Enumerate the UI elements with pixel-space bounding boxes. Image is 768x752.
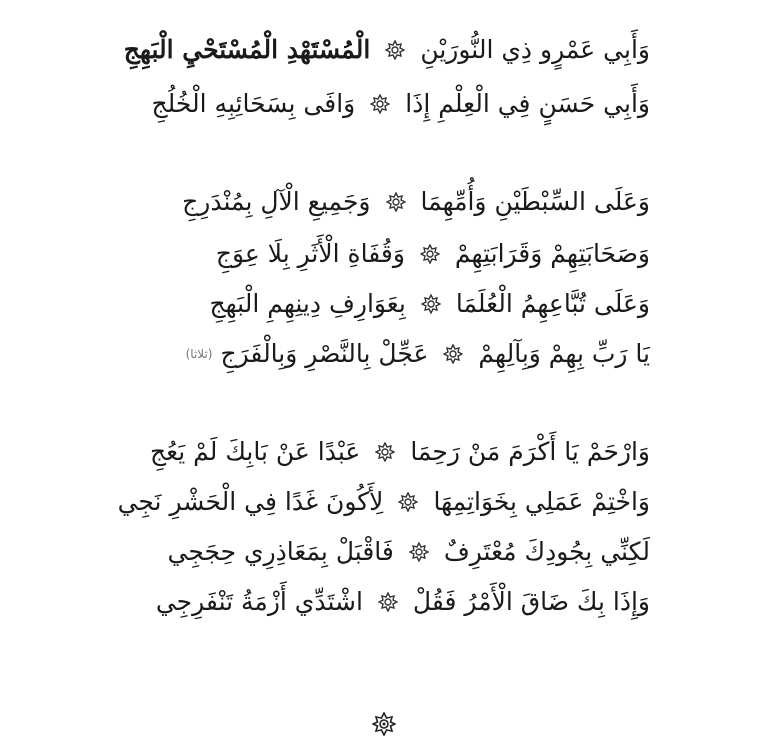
verse-5 <box>110 284 650 324</box>
flower-separator-icon <box>408 541 430 563</box>
hemistich-right: لَكِنِّي بِجُودِكَ مُعْتَرِفٌ <box>443 537 650 566</box>
verse-6 <box>110 334 650 374</box>
hemistich-right: وَعَلَى تُبَّاعِهِمُ الْعُلَمَا <box>455 289 650 318</box>
star-ornament-icon <box>372 712 396 736</box>
hemistich-left: لِأَكُونَ غَدًا فِي الْحَشْرِ نَجِي <box>117 487 384 516</box>
hemistich-left: اشْتَدِّي أَزْمَةُ تَنْفَرِجِي <box>155 587 363 616</box>
hemistich-left: عَبْدًا عَنْ بَابِكَ لَمْ يَعُجِ <box>150 437 361 466</box>
hemistich-right: وَصَحَابَتِهِمْ وَقَرَابَتِهِمْ <box>454 239 650 268</box>
flower-separator-icon <box>369 93 391 115</box>
flower-separator-icon <box>442 343 464 365</box>
verse-7 <box>110 432 650 472</box>
hemistich-right: يَا رَبِّ بِهِمْ وَبِآلِهِمْ <box>478 339 650 368</box>
verse-10 <box>110 582 650 622</box>
hemistich-left: عَجِّلْ بِالنَّصْرِ وَبِالْفَرَجِ <box>220 339 429 368</box>
flower-separator-icon <box>384 39 406 61</box>
verse-4 <box>110 234 650 274</box>
hemistich-right: وَأَبِي حَسَنٍ فِي الْعِلْمِ إِذَا <box>405 89 650 118</box>
flower-separator-icon <box>374 441 396 463</box>
hemistich-left: بِعَوَارِفِ دِينِهِمِ الْبَهِجِ <box>209 289 406 318</box>
hemistich-right: وَاخْتِمْ عَمَلِي بِخَوَاتِمِهَا <box>433 487 650 516</box>
flower-separator-icon <box>377 591 399 613</box>
hemistich-left: فَاقْبَلْ بِمَعَاذِرِي حِجَجِي <box>167 537 394 566</box>
hemistich-left: الْمُسْتَهْدِ الْمُسْتَحْيِ الْبَهِجِ <box>123 35 371 64</box>
hemistich-left: وَجَمِيعِ الْآلِ بِمُنْدَرِجِ <box>182 187 371 216</box>
verse-8 <box>110 482 650 522</box>
flower-separator-icon <box>385 191 407 213</box>
flower-separator-icon <box>419 243 441 265</box>
hemistich-left: وَقُفَاةِ الْأَثَرِ بِلَا عِوَجِ <box>215 239 405 268</box>
repeat-note: (ثلاثا) <box>185 347 213 361</box>
verse-9 <box>110 532 650 572</box>
flower-separator-icon <box>420 293 442 315</box>
hemistich-left: وَافَى بِسَحَائِبِهِ الْخُلُجِ <box>151 89 356 118</box>
verse-2 <box>110 84 650 124</box>
verse-1 <box>110 30 650 70</box>
verse-3 <box>110 182 650 222</box>
hemistich-right: وَأَبِي عَمْرٍو ذِي النُّورَيْنِ <box>420 35 650 64</box>
hemistich-right: وَارْحَمْ يَا أَكْرَمَ مَنْ رَحِمَا <box>410 437 650 466</box>
flower-separator-icon <box>397 491 419 513</box>
hemistich-right: وَإِذَا بِكَ ضَاقَ الْأَمْرُ فَقُلْ <box>412 587 650 616</box>
hemistich-right: وَعَلَى السِّبْطَيْنِ وَأُمِّهِمَا <box>420 187 650 216</box>
